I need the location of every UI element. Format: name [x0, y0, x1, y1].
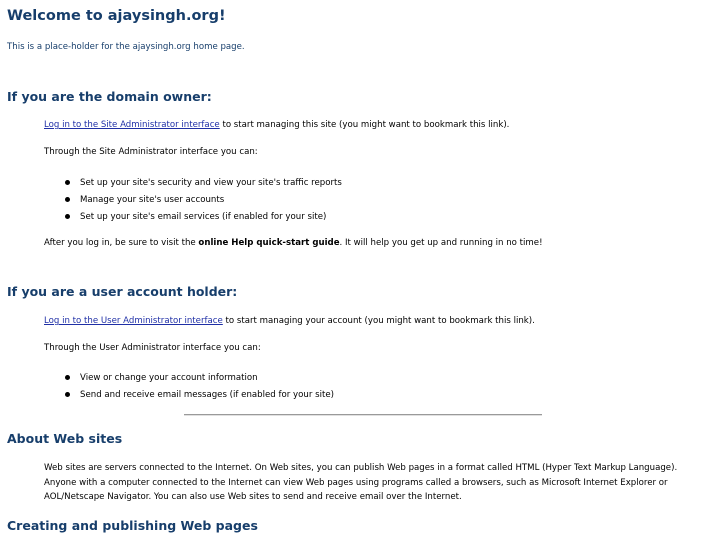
- site-admin-login-paragraph: [44, 120, 509, 130]
- bullet-icon: [65, 375, 70, 380]
- list-item: Manage your site's user accounts: [44, 195, 342, 212]
- creating-web-pages-heading: Creating and publishing Web pages: [7, 518, 258, 533]
- about-web-sites-heading: About Web sites: [7, 431, 123, 446]
- page-title: Welcome to ajaysingh.org!: [7, 8, 226, 24]
- user-holder-heading: If you are a user account holder:: [7, 284, 238, 299]
- site-admin-login-link[interactable]: Log in to the Site Administrator interface: [44, 120, 220, 130]
- domain-owner-heading: If you are the domain owner:: [7, 89, 212, 104]
- user-admin-login-paragraph: [44, 316, 535, 326]
- bullet-icon: [65, 197, 70, 202]
- user-admin-login-link[interactable]: Log in to the User Administrator interface: [44, 316, 223, 326]
- intro-text: This is a place-holder for the ajaysingh.org home page.: [7, 42, 245, 52]
- bullet-icon: [65, 392, 70, 397]
- divider: [184, 414, 542, 416]
- list-item: Set up your site's security and view your site's traffic reports: [44, 178, 342, 195]
- bullet-icon: [65, 180, 70, 185]
- quick-start-guide-label: online Help quick-start guide: [198, 238, 340, 248]
- user-admin-through-text: Through the User Administrator interface you can:: [44, 343, 261, 353]
- site-admin-through-text: Through the Site Administrator interface you can:: [44, 147, 258, 157]
- site-admin-feature-list: [44, 178, 342, 229]
- bullet-icon: [65, 214, 70, 219]
- after-login-paragraph: After you log in, be sure to visit the online Help quick-start guide. It will help you get up and running in no time!: [44, 238, 543, 248]
- user-admin-login-rest: to start managing your account (you might want to bookmark this link).: [222, 316, 535, 326]
- list-item: Send and receive email messages (if enabled for your site): [44, 390, 334, 407]
- site-admin-login-rest: to start managing this site (you might want to bookmark this link).: [219, 120, 510, 130]
- about-web-sites-text: Web sites are servers connected to the Internet. On Web sites, you can publish Web pages in a format called HTML (Hyper Text Markup Language). Anyone with a computer connected to the Internet can view Web pages using programs called a browsers, such as Microsoft Internet Explorer or AOL/Netscape Navigator. You can also use Web sites to send and receive email over the Internet.: [44, 463, 678, 502]
- list-item: View or change your account information: [44, 373, 334, 390]
- user-admin-feature-list: [44, 373, 334, 407]
- list-item: Set up your site's email services (if enabled for your site): [44, 212, 342, 229]
